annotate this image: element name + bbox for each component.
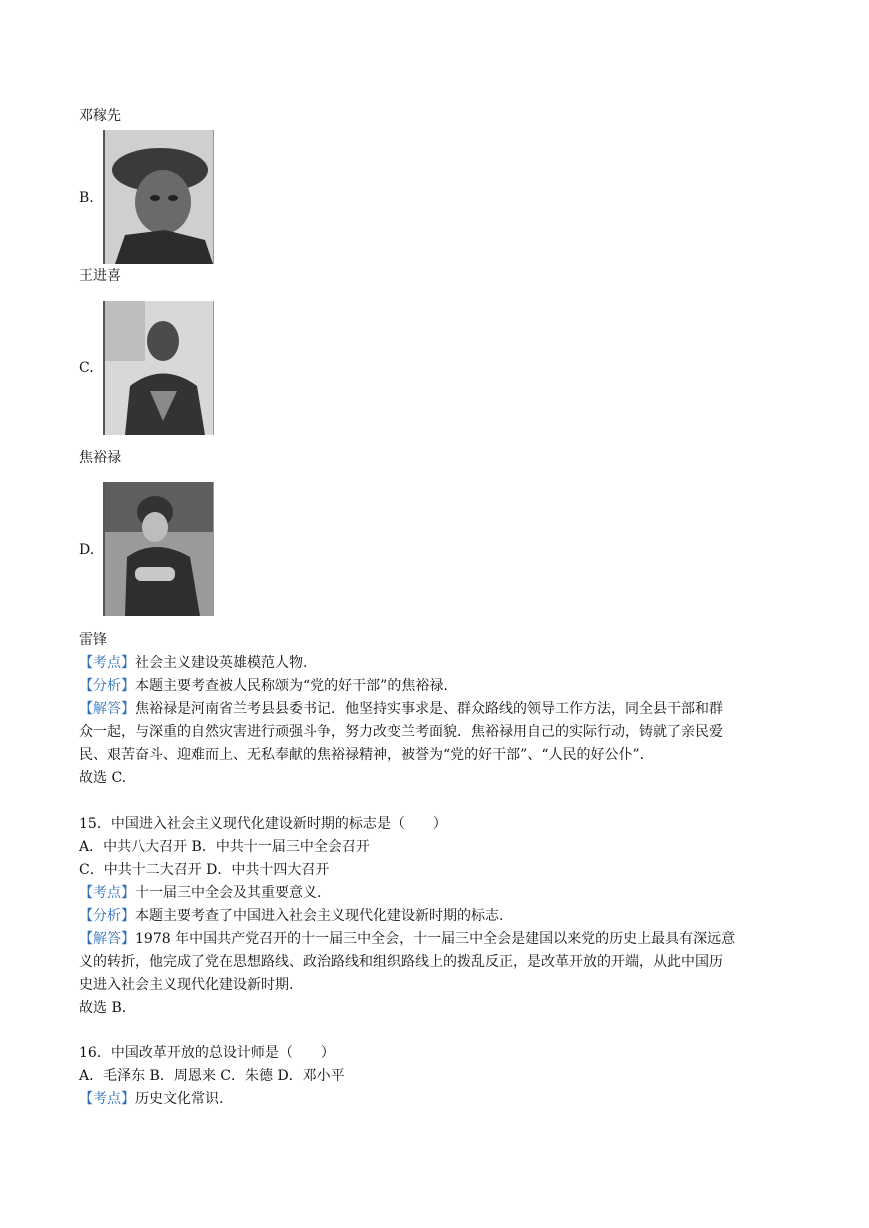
q14-answer: 故选 C.	[79, 770, 127, 786]
q15-options-line2[interactable]: C．中共十二大召开 D．中共十四大召开	[79, 862, 330, 878]
q16-options-line1[interactable]: A．毛泽东 B．周恩来 C．朱德 D．邓小平	[79, 1068, 345, 1084]
q14-jieda-line1	[79, 699, 723, 719]
q14-jieda-line2: 众一起，与深重的自然灾害进行顽强斗争，努力改变兰考面貌．焦裕禄用自己的实际行动，铸就了亲民爱	[79, 724, 723, 740]
jieda-text: 1978 年中国共产党召开的十一届三中全会，十一届三中全会是建国以来党的历史上最具有深远意	[135, 931, 736, 947]
portrait-image	[105, 301, 213, 435]
portrait-image	[105, 130, 213, 264]
option-b-letter[interactable]: B.	[79, 190, 94, 206]
option-c-letter[interactable]: C.	[79, 360, 94, 376]
kaodian-tag: 【考点】	[79, 655, 135, 671]
kaodian-tag: 【考点】	[79, 1091, 135, 1107]
q15-jieda-line2: 义的转折，他完成了党在思想路线、政治路线和组织路线上的拨乱反正，是改革开放的开端，从此中国历	[79, 954, 723, 970]
caption-wang-jinxi: 王进喜	[79, 268, 121, 284]
q15-fenxi	[79, 906, 503, 926]
fenxi-text: 本题主要考查了中国进入社会主义现代化建设新时期的标志.	[135, 908, 504, 924]
caption-deng-jiaxian: 邓稼先	[79, 108, 121, 124]
jieda-tag: 【解答】	[79, 701, 135, 717]
q16-kaodian	[79, 1089, 223, 1109]
q15-kaodian	[79, 883, 321, 903]
kaodian-text: 历史文化常识.	[135, 1091, 224, 1107]
photo-lei-feng	[103, 482, 214, 616]
photo-jiao-yulu	[103, 301, 214, 435]
q15-options-line1[interactable]: A．中共八大召开 B．中共十一届三中全会召开	[79, 839, 370, 855]
q14-fenxi	[79, 676, 448, 696]
q15-answer: 故选 B.	[79, 1000, 127, 1016]
option-d-letter[interactable]: D.	[79, 542, 95, 558]
kaodian-text: 社会主义建设英雄模范人物.	[135, 655, 308, 671]
caption-lei-feng: 雷锋	[79, 632, 107, 648]
kaodian-tag: 【考点】	[79, 885, 135, 901]
q16-question: 16．中国改革开放的总设计师是（ ）	[79, 1045, 335, 1061]
q15-jieda-line1	[79, 929, 735, 949]
q14-kaodian	[79, 653, 307, 673]
q15-question: 15．中国进入社会主义现代化建设新时期的标志是（ ）	[79, 816, 447, 832]
fenxi-tag: 【分析】	[79, 678, 135, 694]
q15-jieda-line3: 史进入社会主义现代化建设新时期.	[79, 977, 294, 993]
jieda-text: 焦裕禄是河南省兰考县县委书记．他坚持实事求是、群众路线的领导工作方法，同全县干部和群	[135, 701, 723, 717]
caption-jiao-yulu: 焦裕禄	[79, 450, 121, 466]
portrait-image	[105, 482, 213, 616]
q14-jieda-line3: 民、艰苦奋斗、迎难而上、无私奉献的焦裕禄精神，被誉为“党的好干部”、“人民的好公仆”．	[79, 747, 654, 763]
fenxi-text: 本题主要考查被人民称颂为“党的好干部”的焦裕禄.	[135, 678, 448, 694]
photo-wang-jinxi	[103, 130, 214, 264]
fenxi-tag: 【分析】	[79, 908, 135, 924]
kaodian-text: 十一届三中全会及其重要意义.	[135, 885, 322, 901]
jieda-tag: 【解答】	[79, 931, 135, 947]
